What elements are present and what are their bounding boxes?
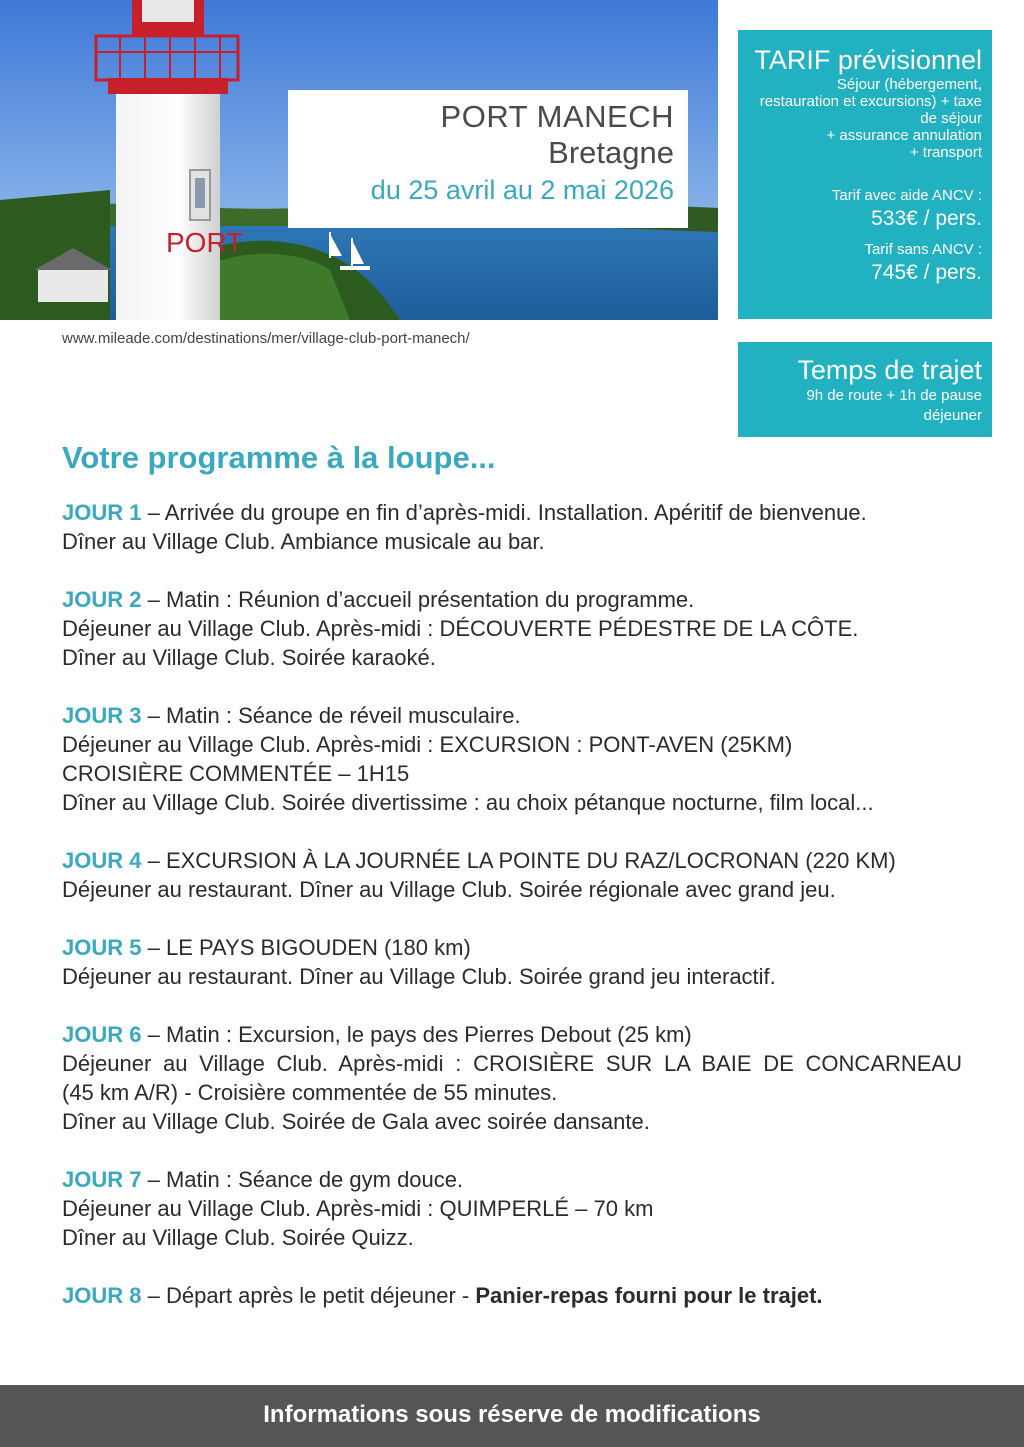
day-text: Déjeuner au restaurant. Dîner au Village Club. Soirée régionale avec grand jeu.: [62, 877, 836, 902]
tarif-no-ancv-label: Tarif sans ANCV :: [864, 241, 982, 258]
travel-time-box: [738, 342, 992, 437]
day-text: Dîner au Village Club. Soirée karaoké.: [62, 645, 436, 670]
tarif-ancv-label: Tarif avec aide ANCV :: [831, 187, 982, 204]
travel-time-line: déjeuner: [923, 407, 982, 424]
day-text: – Arrivée du groupe en fin d’après-midi. Installation. Apéritif de bienvenue.: [147, 500, 867, 525]
day-entry: [62, 701, 962, 817]
day-text-bold: Panier-repas fourni pour le trajet.: [475, 1283, 823, 1308]
tarif-heading: TARIF prévisionnel: [754, 45, 982, 75]
tarif-detail-line: restauration et excursions) + taxe: [759, 93, 982, 110]
day-text: CROISIÈRE COMMENTÉE – 1H15: [62, 761, 410, 786]
day-label: JOUR 2: [62, 587, 142, 612]
day-text: Dîner au Village Club. Soirée Quizz.: [62, 1225, 414, 1250]
day-entry: [62, 846, 962, 904]
day-label: JOUR 3: [62, 703, 142, 728]
destination-title-card: [288, 90, 688, 228]
tarif-detail-line: Séjour (hébergement,: [836, 76, 982, 93]
day-entry: [62, 1020, 962, 1136]
day-text: – LE PAYS BIGOUDEN (180 km): [147, 935, 471, 960]
program-list: [62, 498, 962, 1339]
tarif-ancv-price: 533€ / pers.: [871, 207, 982, 230]
day-text: Déjeuner au restaurant. Dîner au Village Club. Soirée grand jeu interactif.: [62, 964, 776, 989]
day-text: – Matin : Réunion d’accueil présentation du programme.: [147, 587, 695, 612]
day-text: Dîner au Village Club. Ambiance musicale au bar.: [62, 529, 545, 554]
day-text: Déjeuner au Village Club. Après-midi : QUIMPERLÉ – 70 km: [62, 1196, 654, 1221]
day-text: Déjeuner au Village Club. Après-midi : CROISIÈRE SUR LA BAIE DE CONCARNEAU: [62, 1051, 962, 1076]
day-label: JOUR 8: [62, 1283, 142, 1308]
day-entry: [62, 933, 962, 991]
day-text: Déjeuner au Village Club. Après-midi : DÉCOUVERTE PÉDESTRE DE LA CÔTE.: [62, 616, 859, 641]
travel-time-line: 9h de route + 1h de pause: [806, 387, 982, 404]
day-text: Déjeuner au Village Club. Après-midi : EXCURSION : PONT-AVEN (25KM): [62, 732, 793, 757]
day-text: – EXCURSION À LA JOURNÉE LA POINTE DU RAZ/LOCRONAN (220 KM): [147, 848, 896, 873]
day-text: – Départ après le petit déjeuner -: [147, 1283, 476, 1308]
day-label: JOUR 7: [62, 1167, 142, 1192]
day-entry: [62, 585, 962, 672]
day-label: JOUR 1: [62, 500, 142, 525]
trip-dates: du 25 avril au 2 mai 2026: [370, 175, 674, 205]
day-label: JOUR 5: [62, 935, 142, 960]
day-text: Dîner au Village Club. Soirée de Gala avec soirée dansante.: [62, 1109, 650, 1134]
day-label: JOUR 6: [62, 1022, 142, 1047]
day-text: – Matin : Séance de réveil musculaire.: [147, 703, 521, 728]
destination-url[interactable]: www.mileade.com/destinations/mer/village-club-port-manech/: [62, 330, 470, 347]
day-entry: [62, 498, 962, 556]
tarif-detail-line: + transport: [909, 144, 982, 161]
hero-sign-text: PORT: [166, 227, 244, 258]
day-entry: [62, 1281, 962, 1310]
program-title: Votre programme à la loupe...: [62, 440, 496, 475]
tarif-detail-line: de séjour: [920, 110, 982, 127]
destination-region: Bretagne: [548, 135, 674, 170]
tarif-no-ancv-price: 745€ / pers.: [871, 261, 982, 284]
day-text: Dîner au Village Club. Soirée divertissime : au choix pétanque nocturne, film local...: [62, 790, 874, 815]
day-text: (45 km A/R) - Croisière commentée de 55 minutes.: [62, 1080, 558, 1105]
tarif-detail-line: + assurance annulation: [826, 127, 982, 144]
destination-name: PORT MANECH: [440, 99, 674, 134]
day-text: – Matin : Séance de gym douce.: [147, 1167, 464, 1192]
footer-banner: Informations sous réserve de modifications: [0, 1385, 1024, 1447]
day-label: JOUR 4: [62, 848, 142, 873]
travel-time-heading: Temps de trajet: [797, 355, 982, 385]
tarif-box: [738, 30, 992, 319]
day-entry: [62, 1165, 962, 1252]
day-text: – Matin : Excursion, le pays des Pierres Debout (25 km): [147, 1022, 692, 1047]
